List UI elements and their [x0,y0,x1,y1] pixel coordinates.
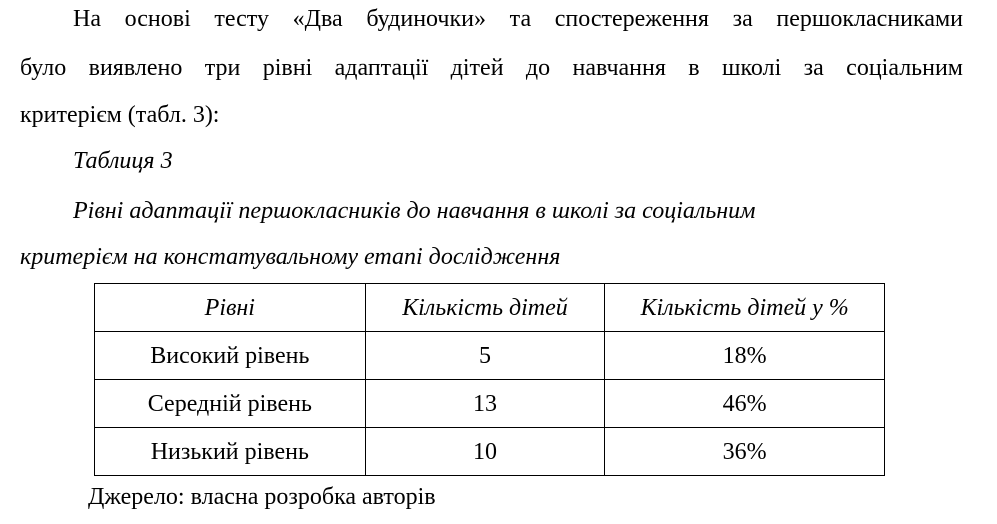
paragraph-line-2: було виявлено три рівні адаптації дітей до навчання в школі за соціальним [20,55,963,81]
header-children-percent: Кількість дітей у % [605,284,885,332]
table-header-row [95,284,885,332]
cell-percent: 18% [605,332,885,380]
table-caption-line-1: Рівні адаптації першокласників до навчання в школі за соціальним [73,198,756,224]
header-levels: Рівні [95,284,366,332]
cell-level: Низький рівень [95,428,366,476]
adaptation-levels-table [94,283,885,476]
cell-percent: 36% [605,428,885,476]
cell-count: 13 [365,380,605,428]
cell-level: Високий рівень [95,332,366,380]
table-caption-line-2: критерієм на констатувальному етапі дослідження [20,244,561,270]
cell-count: 5 [365,332,605,380]
paragraph-line-3: критерієм (табл. 3): [20,102,220,128]
source-note: Джерело: власна розробка авторів [88,484,436,510]
cell-level: Середній рівень [95,380,366,428]
cell-percent: 46% [605,380,885,428]
table-row [95,428,885,476]
paragraph-line-1: На основі тесту «Два будиночки» та спостереження за першокласниками [73,6,963,32]
header-children-count: Кількість дітей [365,284,605,332]
table-label: Таблиця 3 [73,148,173,174]
cell-count: 10 [365,428,605,476]
table-row [95,332,885,380]
table-row [95,380,885,428]
